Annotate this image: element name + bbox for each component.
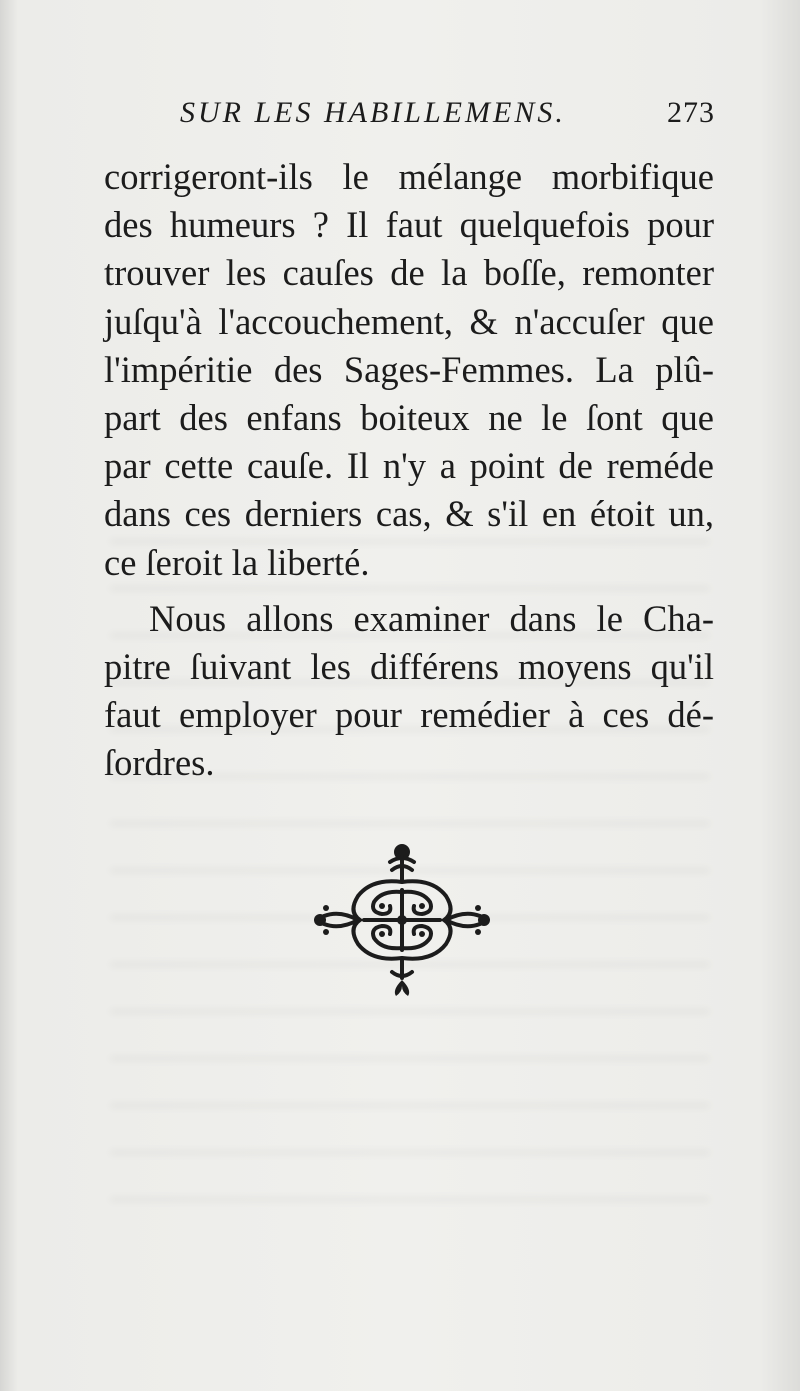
- text-line: par cette cauſe. Il n'y a point de reméde: [104, 445, 714, 487]
- running-head-title: SUR LES HABILLEMENS.: [180, 96, 566, 129]
- text-line: des humeurs ? Il faut quelquefois pour: [104, 204, 714, 246]
- text-line: faut employer pour remédier à ces dé-: [104, 694, 714, 736]
- text-line: corrigeront-ils le mélange morbifique: [104, 156, 714, 197]
- body-text: [104, 153, 714, 788]
- text-line: dans ces derniers cas, & s'il en étoit un,: [104, 493, 714, 535]
- text-line: part des enfans boiteux ne le ſont que: [104, 397, 714, 439]
- text-line: trouver les cauſes de la boſſe, remonter: [104, 252, 714, 294]
- fleuron-ornament-icon: [312, 840, 492, 1000]
- text-line: juſqu'à l'accouchement, & n'accuſer que: [104, 300, 714, 342]
- text-line: l'impéritie des Sages-Femmes. La plû-: [104, 348, 714, 390]
- paragraph-1: [104, 153, 714, 587]
- page-number: 273: [667, 96, 715, 129]
- text-line: Nous allons examiner dans le Cha-: [149, 597, 714, 639]
- text-line: ſordres.: [104, 742, 215, 784]
- running-head: [180, 96, 715, 136]
- paragraph-2: [104, 595, 714, 788]
- text-line: ce ſeroit la liberté.: [104, 541, 370, 583]
- text-line: pitre ſuivant les différens moyens qu'il: [104, 646, 714, 688]
